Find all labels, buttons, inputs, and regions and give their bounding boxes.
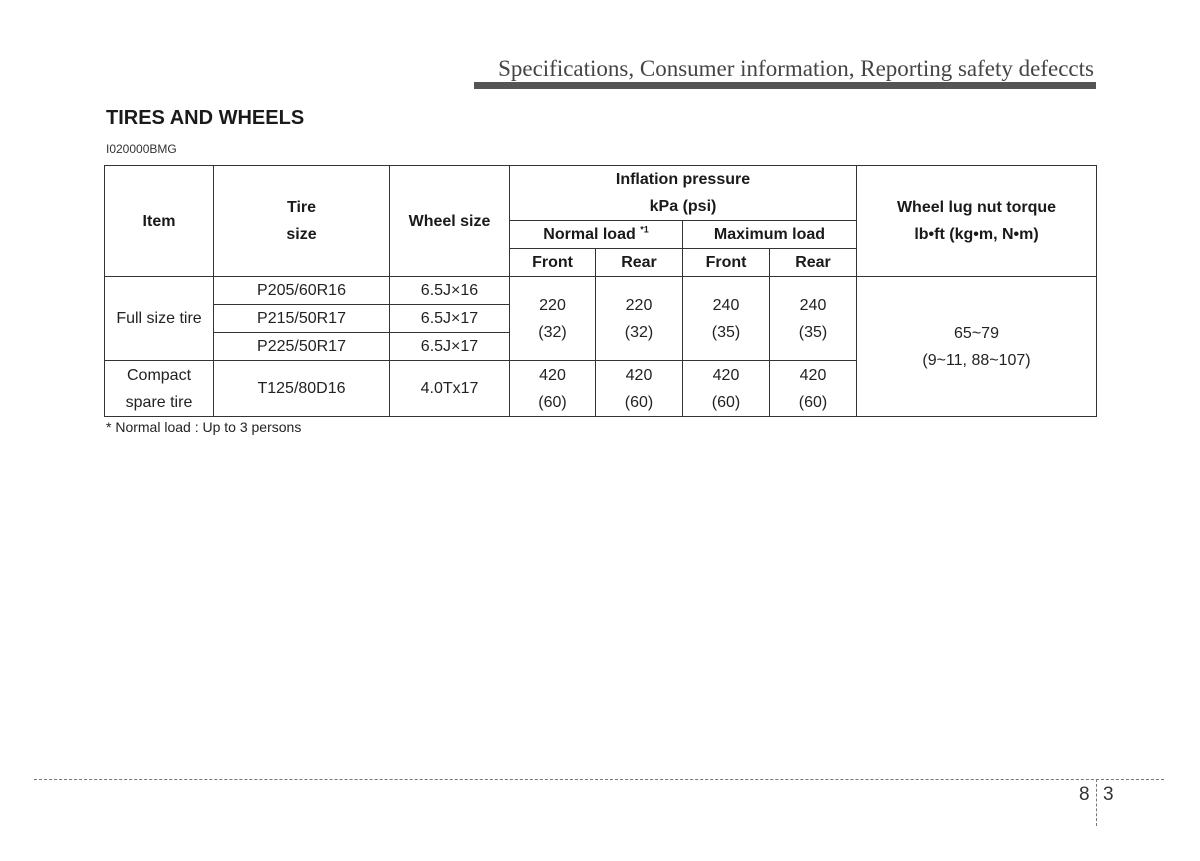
full-normal-front: [510, 277, 596, 361]
pressure-psi: (60): [538, 393, 567, 411]
pressure-psi: (32): [624, 323, 654, 341]
header-inflation-line1: Inflation pressure: [615, 171, 751, 188]
compact-normal-rear: [596, 361, 683, 417]
header-maximum-load: Maximum load: [683, 221, 857, 249]
header-tire-size: [214, 166, 390, 277]
compact-item: [105, 361, 214, 417]
header-inflation-line2: kPa (psi): [649, 198, 717, 215]
page-section-number: 8: [1079, 784, 1090, 805]
header-tire-line1: Tire: [286, 199, 317, 216]
pressure-psi: (35): [711, 323, 741, 341]
header-inflation-pressure: [510, 166, 857, 221]
wheel-size-cell: 6.5J×17: [390, 305, 510, 333]
pressure-psi: (60): [711, 393, 741, 411]
pressure-kpa: 420: [799, 366, 827, 384]
tires-wheels-table: [104, 165, 1097, 417]
pressure-kpa: 420: [712, 366, 740, 384]
torque-alt: (9~11, 88~107): [922, 351, 1031, 369]
pressure-kpa: 420: [539, 366, 566, 384]
header-item: Item: [105, 166, 214, 277]
header-tire-line2: size: [286, 226, 317, 243]
full-normal-rear: [596, 277, 683, 361]
page-number: 3: [1103, 784, 1114, 805]
header-normal-load-label: Normal load: [543, 226, 636, 243]
header-torque-line1: Wheel lug nut torque: [896, 199, 1057, 216]
header-normal-load: [510, 221, 683, 249]
wheel-size-cell: 4.0Tx17: [390, 361, 510, 417]
full-max-front: [683, 277, 770, 361]
header-normal-load-note: *1: [640, 224, 649, 235]
compact-normal-front: [510, 361, 596, 417]
wheel-size-cell: 6.5J×16: [390, 277, 510, 305]
header-wheel-size: Wheel size: [390, 166, 510, 277]
table-row: [105, 277, 1097, 305]
wheel-size-cell: 6.5J×17: [390, 333, 510, 361]
pressure-kpa: 240: [799, 296, 827, 314]
header-title: Specifications, Consumer information, Reporting safety defeccts: [498, 56, 1094, 81]
pressure-kpa: 420: [625, 366, 653, 384]
tire-size-cell: P205/60R16: [214, 277, 390, 305]
torque-value: 65~79: [954, 324, 999, 342]
compact-item-line1: Compact: [126, 366, 192, 384]
tire-size-cell: P215/50R17: [214, 305, 390, 333]
header-max-front: Front: [683, 249, 770, 277]
header-torque: [857, 166, 1097, 277]
compact-max-front: [683, 361, 770, 417]
full-size-item: Full size tire: [105, 277, 214, 361]
header-row-1: [105, 166, 1097, 221]
footnote: * Normal load : Up to 3 persons: [106, 419, 302, 435]
page-number-divider: [1096, 779, 1097, 826]
footer-divider: [34, 779, 1164, 780]
pressure-kpa: 240: [712, 296, 740, 314]
pressure-psi: (32): [538, 323, 567, 341]
header-torque-line2: lb•ft (kg•m, N•m): [914, 226, 1039, 243]
tire-size-cell: P225/50R17: [214, 333, 390, 361]
header-normal-rear: Rear: [596, 249, 683, 277]
torque-value-cell: [857, 277, 1097, 417]
full-max-rear: [770, 277, 857, 361]
pressure-kpa: 220: [625, 296, 653, 314]
pressure-psi: (60): [624, 393, 654, 411]
pressure-psi: (60): [798, 393, 828, 411]
pressure-psi: (35): [798, 323, 828, 341]
header-rule: [474, 82, 1096, 89]
header-max-rear: Rear: [770, 249, 857, 277]
section-heading: TIRES AND WHEELS: [106, 107, 305, 129]
compact-max-rear: [770, 361, 857, 417]
header-normal-front: Front: [510, 249, 596, 277]
tire-size-cell: T125/80D16: [214, 361, 390, 417]
document-code: I020000BMG: [106, 142, 177, 156]
pressure-kpa: 220: [539, 296, 566, 314]
compact-item-line2: spare tire: [125, 393, 193, 411]
